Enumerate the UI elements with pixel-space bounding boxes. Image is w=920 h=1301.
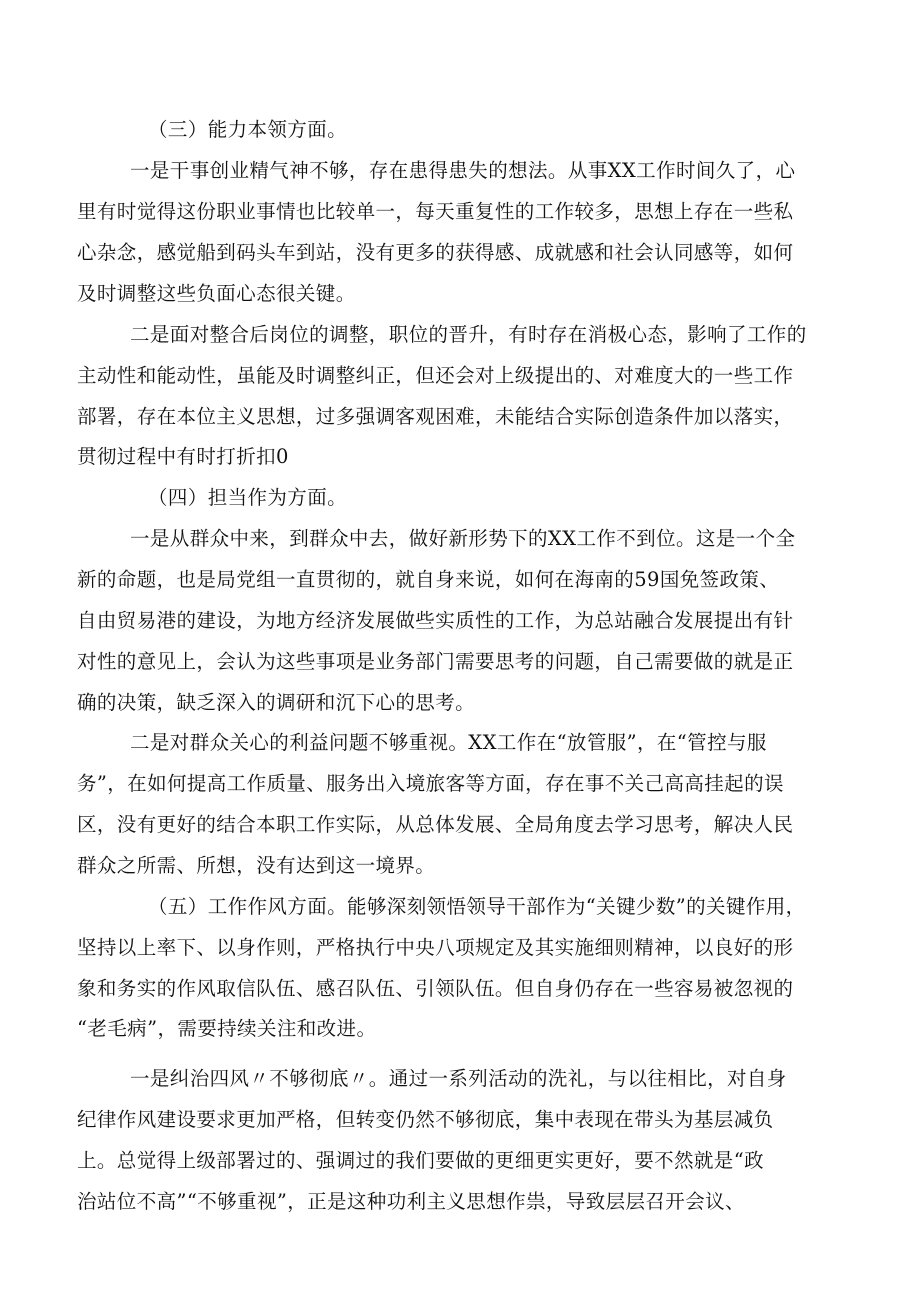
paragraph-line: 对性的意见上，会认为这些事项是业务部门需要思考的问题，自己需要做的就是正: [77, 650, 794, 673]
paragraph-line: “老毛病”，需要持续关注和改进。: [77, 1017, 377, 1040]
paragraph-line: 及时调整这些负面心态很关键。: [77, 282, 356, 305]
paragraph-line: 一是从群众中来，到群众中去，做好新形势下的XX工作不到位。这是一个全: [130, 527, 796, 550]
paragraph-line: 上。总觉得上级部署过的、强调过的我们要做的更细更实更好，要不然就是“政: [77, 1149, 764, 1172]
paragraph-line: 二是对群众关心的利益问题不够重视。XX工作在“放管服”，在“管控与服: [130, 731, 767, 754]
paragraph-line: 自由贸易港的建设，为地方经济发展做些实质性的工作，为总站融合发展提出有针: [77, 609, 794, 632]
paragraph-line: 一是纠治四风〃不够彻底〃。通过一系列活动的洗礼，与以往相比，对自身: [130, 1067, 787, 1090]
section-heading-work-style: （五）工作作风方面。能够深刻领悟领导干部作为“关键少数”的关键作用，: [148, 895, 806, 918]
paragraph-line: 区，没有更好的结合本职工作实际，从总体发展、全局角度去学习思考，解决人民: [77, 813, 794, 836]
paragraph-line: 一是干事创业精气神不够，存在患得患失的想法。从事XX工作时间久了，心: [130, 159, 796, 182]
paragraph-line: 务”，在如何提高工作质量、服务出入境旅客等方面，存在事不关己高高挂起的误: [77, 772, 784, 795]
section-heading-ability: （三）能力本领方面。: [148, 118, 348, 141]
paragraph-line: 治站位不高”“不够重视”，正是这种功利主义思想作祟，导致层层召开会议、: [77, 1190, 745, 1213]
paragraph-line: 里有时觉得这份职业事情也比较单一，每天重复性的工作较多，思想上存在一些私: [77, 200, 794, 223]
paragraph-line: 坚持以上率下、以身作则，严格执行中央八项规定及其实施细则精神，以良好的形: [77, 936, 794, 959]
paragraph-line: 群众之所需、所想，没有达到这一境界。: [77, 854, 436, 877]
paragraph-line: 二是面对整合后岗位的调整，职位的晋升，有时存在消极心态，影响了工作的: [130, 323, 807, 346]
paragraph-line: 心杂念，感觉船到码头车到站，没有更多的获得感、成就感和社会认同感等，如何: [77, 241, 794, 264]
section-heading-responsibility: （四）担当作为方面。: [148, 486, 348, 509]
paragraph-line: 象和务实的作风取信队伍、感召队伍、引领队伍。但自身仍存在一些容易被忽视的: [77, 977, 794, 1000]
paragraph-line: 纪律作风建设要求更加严格，但转变仍然不够彻底，集中表现在带头为基层减负: [77, 1108, 774, 1131]
paragraph-line: 主动性和能动性，虽能及时调整纠正，但还会对上级提出的、对难度大的一些工作: [77, 364, 794, 387]
paragraph-line: 贯彻过程中有时打折扣0: [77, 445, 289, 468]
paragraph-line: 新的命题，也是局党组一直贯彻的，就自身来说，如何在海南的59国免签政策、: [77, 568, 780, 591]
paragraph-line: 确的决策，缺乏深入的调研和沉下心的思考。: [77, 691, 476, 714]
paragraph-line: 部署，存在本位主义思想，过多强调客观困难，未能结合实际创造条件加以落实，: [77, 405, 794, 428]
